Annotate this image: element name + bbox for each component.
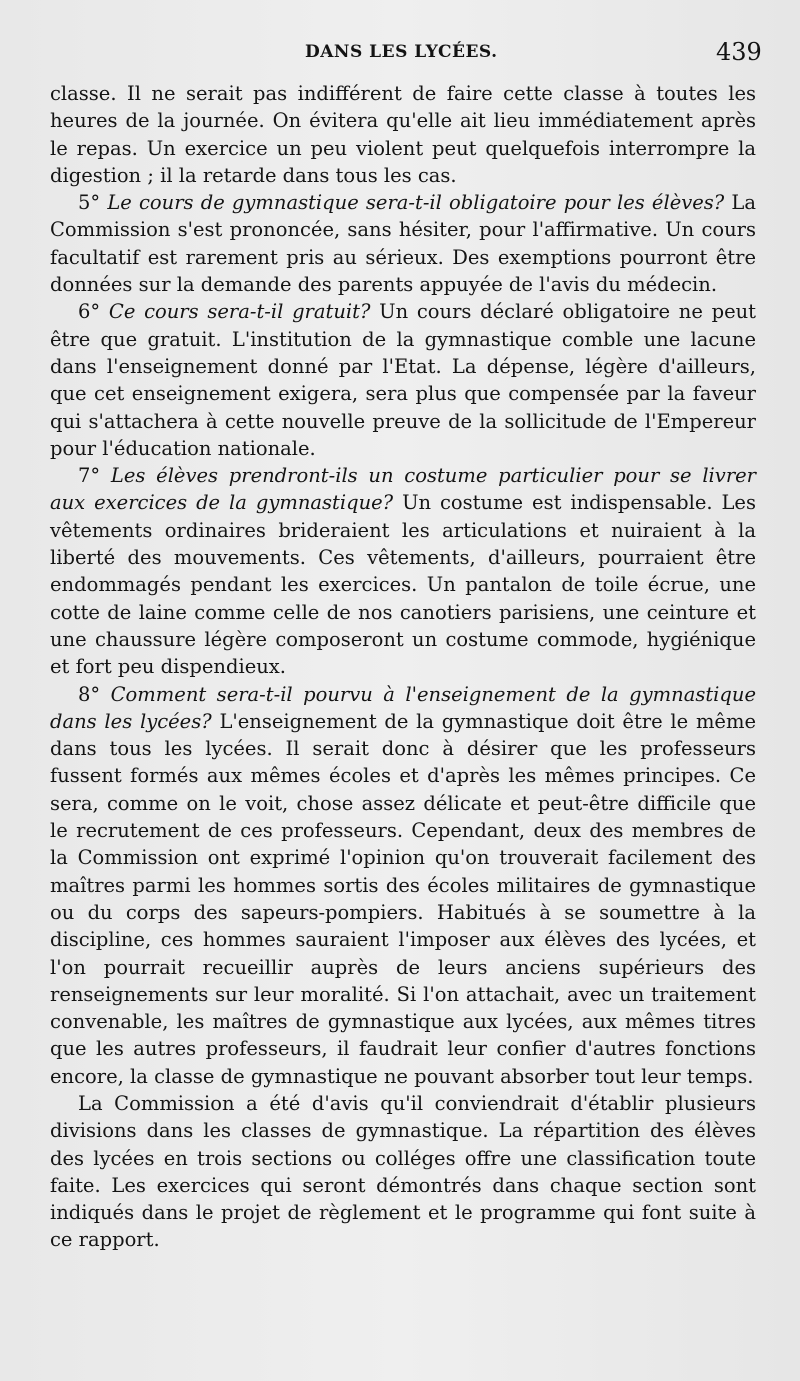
question-number: 8° bbox=[78, 682, 101, 706]
question-text: Ce cours sera-t-il gratuit? bbox=[108, 300, 371, 324]
question-text: Les élèves prendront-ils un costume particulier pour se livrer aux exercices de la gymnastique? bbox=[50, 464, 756, 515]
paragraph-text: La Commission a été d'avis qu'il conviendrait d'établir plusieurs divisions dans les classes de gymnastique. La répartition des élèves des lycées en trois sections ou colléges offre une classification toute faite. Les exercices qui seront démontrés dans chaque section sont indiqués dans le projet de règlement et le programme qui font suite à ce rapport. bbox=[50, 1091, 756, 1252]
paragraph-continuation bbox=[50, 80, 756, 189]
paragraph-final bbox=[50, 1090, 756, 1254]
paragraph-text: L'enseignement de la gymnastique doit être le même dans tous les lycées. Il serait donc à désirer que les professeurs fussent formés aux mêmes écoles et d'après les mêmes principes. Ce sera, comme on le voit, chose assez délicate et peut-être difficile que le recrutement de ces professeurs. Cependant, deux des membres de la Commission ont exprimé l'opinion qu'on trouverait facilement des maîtres parmi les hommes sortis des écoles militaires de gymnastique ou du corps des sapeurs-pompiers. Habitués à se soumettre à la discipline, ces hommes sauraient l'imposer aux élèves des lycées, et l'on pourrait recueillir auprès de leurs anciens supérieurs des renseignements sur leur moralité. Si l'on attachait, avec un traitement convenable, les maîtres de gymnastique aux lycées, aux mêmes titres que les autres professeurs, il faudrait leur confier d'autres fonctions encore, la classe de gymnastique ne pouvant absorber tout leur temps. bbox=[50, 709, 757, 1088]
question-text: Le cours de gymnastique sera-t-il obligatoire pour les élèves? bbox=[107, 191, 725, 215]
question-number: 6° bbox=[78, 300, 101, 324]
page-number: 439 bbox=[716, 38, 762, 66]
paragraph-question-5 bbox=[50, 189, 756, 298]
paragraph-question-8 bbox=[50, 681, 756, 1090]
paragraph-question-7 bbox=[50, 462, 756, 680]
running-title: DANS LES LYCÉES. bbox=[305, 42, 498, 62]
question-text: Comment sera-t-il pourvu à l'enseignement de la gymnastique dans les lycées? bbox=[50, 682, 756, 733]
paragraph-question-6 bbox=[50, 298, 756, 462]
page-header bbox=[0, 38, 800, 68]
paragraph-text: classe. Il ne serait pas indifférent de faire cette classe à toutes les heures de la journée. On évitera qu'elle ait lieu immédiatement après le repas. Un exercice un peu violent peut quelquefois interrompre la digestion ; il la retarde dans tous les cas. bbox=[50, 82, 756, 187]
paragraph-text: Un cours déclaré obligatoire ne peut être que gratuit. L'institution de la gymnastique comble une lacune dans l'enseignement donné par l'Etat. La dépense, légère d'ailleurs, que cet enseignement exigera, sera plus que compensée par la faveur qui s'attachera à cette nouvelle preuve de la sollicitude de l'Empereur pour l'éducation nationale. bbox=[50, 300, 757, 460]
paragraph-text: Un costume est indispensable. Les vêtements ordinaires brideraient les articulations et nuiraient à la liberté des mouvements. Ces vêtements, d'ailleurs, pourraient être endommagés pendant les exercices. Un pantalon de toile écrue, une cotte de laine comme celle de nos canotiers parisiens, une ceinture et une chaussure légère composeront un costume commode, hygiénique et fort peu dispendieux. bbox=[50, 491, 756, 679]
paragraph-text: La Commission s'est prononcée, sans hésiter, pour l'affirmative. Un cours facultatif est rarement pris au sérieux. Des exemptions pourront être données sur la demande des parents appuyée de l'avis du médecin. bbox=[50, 191, 756, 297]
question-number: 7° bbox=[78, 464, 101, 488]
body-text bbox=[50, 80, 756, 1254]
question-number: 5° bbox=[78, 191, 101, 215]
